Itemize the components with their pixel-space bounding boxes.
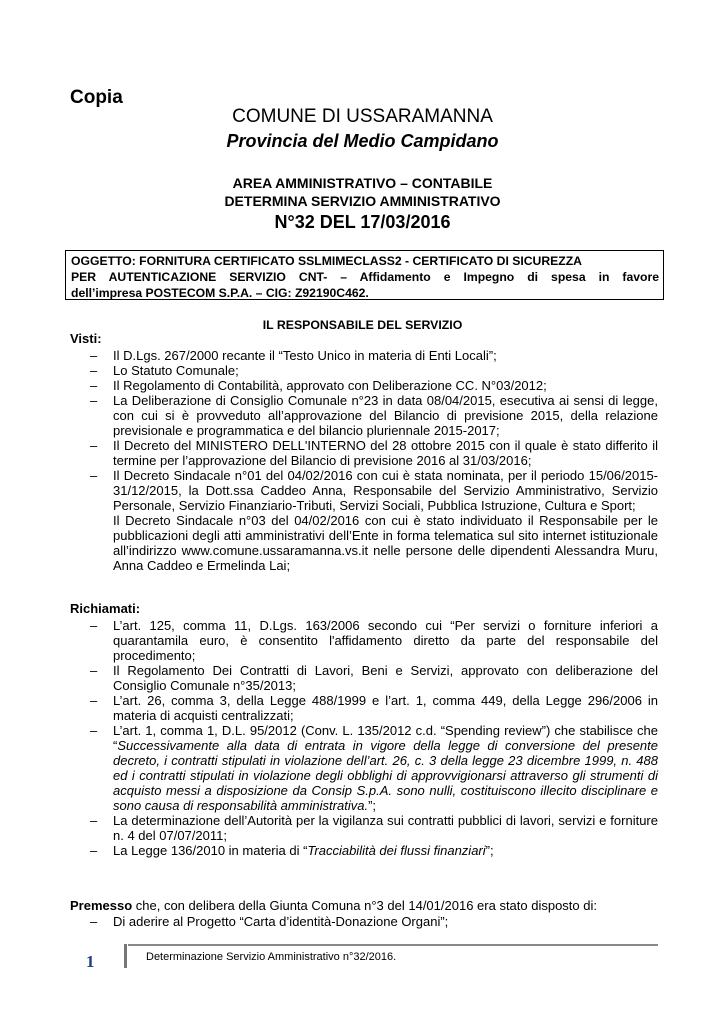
copy-label: Copia [70, 87, 123, 108]
visti-list [90, 348, 658, 573]
premesso-paragraph: Premesso che, con delibera della Giunta Comuna n°3 del 14/01/2016 era stato disposto di: [70, 898, 597, 913]
list-item: – Il Regolamento di Contabilità, approvato con Deliberazione CC. N°03/2012; [90, 378, 547, 393]
subject-box [65, 250, 664, 300]
responsible-title: IL RESPONSABILE DEL SERVIZIO [262, 318, 463, 332]
subject-line: dell’impresa POSTECOM S.P.A. – CIG: Z92190C462. [71, 286, 369, 300]
footer-rule [128, 944, 658, 946]
visti-heading: Visti: [70, 331, 102, 346]
richiamati-list [90, 618, 658, 858]
list-item: – Il Decreto del MINISTERO DELL'INTERNO del 28 ottobre 2015 con il quale è stato differito il termine per l’approvazione del Bilancio di previsione 2016 al 31/03/2016; [90, 438, 658, 468]
richiamati-heading: Richiamati: [70, 601, 141, 616]
service-title: DETERMINA SERVIZIO AMMINISTRATIVO [224, 193, 501, 209]
dash-bullet: – [90, 663, 98, 678]
quoted-law-text: Successivamente alla data di entrata in vigore della legge di conversione del presente decreto, i contratti stipulati in violazione dell’art. 26, c. 3 della legge 23 dicembre 1999, n. 488 ed i contratti stipulati in violazione degli obblighi di approvvigionarsi attraverso gli strumenti di acquisto messi a disposizione da Consip S.p.A. sono nulli, costituiscono illecito disciplinare e sono causa di responsabilità amministrativa. [113, 738, 658, 813]
dash-bullet: – [90, 813, 98, 828]
dash-bullet: – [90, 914, 98, 929]
dash-bullet: – [90, 348, 98, 363]
dash-bullet: – [90, 393, 98, 408]
list-item: Il Decreto Sindacale n°03 del 04/02/2016 con cui è stato individuato il Responsabile per le pubblicazioni degli atti amministrativi dell’Ente in forma telematica sul sito internet istituzionale all’indirizzo www.comune.ussaramanna.vs.it nelle persone delle dipendenti Alessandra Muru, Anna Caddeo e Ermelinda Lai; [113, 513, 658, 573]
dash-bullet: – [90, 723, 98, 738]
determination-number: N°32 DEL 17/03/2016 [274, 212, 451, 232]
footer-divider [124, 944, 127, 968]
list-item: – Di aderire al Progetto “Carta d’identità-Donazione Organi”; [90, 914, 449, 929]
subject-line: PER AUTENTICAZIONE SERVIZIO CNT- – Affidamento e Impegno di spesa in favore [71, 270, 659, 284]
province-name: Provincia del Medio Campidano [226, 131, 499, 151]
list-item: – Lo Statuto Comunale; [90, 363, 239, 378]
list-item: – L’art. 1, comma 1, D.L. 95/2012 (Conv. L. 135/2012 c.d. “Spending review”) che stabilisce che “Successivamente alla data di entrata in vigore della legge di conversione del presente decreto, i contratti stipulati in violazione dell’art. 26, c. 3 della legge 23 dicembre 1999, n. 488 ed i contratti stipulati in violazione degli obblighi di approvvigionarsi attraverso gli strumenti di acquisto messi a disposizione da Consip S.p.A. sono nulli, costituiscono illecito disciplinare e sono causa di responsabilità amministrativa.”; [90, 723, 658, 813]
list-item: – Il D.Lgs. 267/2000 recante il “Testo Unico in materia di Enti Locali”; [90, 348, 497, 363]
subject-line: OGGETTO: FORNITURA CERTIFICATO SSLMIMECLASS2 - CERTIFICATO DI SICUREZZA [71, 254, 582, 268]
list-item: – Il Decreto Sindacale n°01 del 04/02/2016 con cui è stata nominata, per il periodo 15/06/2015-31/12/2015, la Dott.ssa Caddeo Anna, Responsabile del Servizio Amministrativo, Servizio Personale, Servizio Finanziario-Tributi, Servizi Sociali, Pubblica Istruzione, Cultura e Sport; [90, 468, 658, 513]
dash-bullet: – [90, 693, 98, 708]
dash-bullet: – [90, 438, 98, 453]
list-item: – La Legge 136/2010 in materia di “Tracciabilità dei flussi finanziari”; [90, 843, 494, 858]
footer-text: Determinazione Servizio Amministrativo n°32/2016. [146, 951, 397, 963]
dash-bullet: – [90, 618, 98, 633]
dash-bullet: – [90, 363, 98, 378]
list-item: – L’art. 125, comma 11, D.Lgs. 163/2006 secondo cui “Per servizi o forniture inferiori a quarantamila euro, è consentito l'affidamento diretto da parte del responsabile del procedimento; [90, 618, 658, 663]
dash-bullet: – [90, 843, 98, 858]
premesso-label: Premesso [70, 898, 133, 913]
municipality-name: COMUNE DI USSARAMANNA [232, 106, 493, 127]
list-item: – La Deliberazione di Consiglio Comunale n°23 in data 08/04/2015, esecutiva ai sensi di legge, con cui si è provveduto all’approvazione del Bilancio di previsione 2015, della relazione previsionale e programmatica e del bilancio pluriennale 2015-2017; [90, 393, 658, 438]
page-number: 1 [86, 952, 95, 971]
dash-bullet: – [90, 468, 98, 483]
premesso-list [90, 914, 658, 929]
list-item: – L’art. 26, comma 3, della Legge 488/1999 e l’art. 1, comma 449, della Legge 296/2006 in materia di acquisti centralizzati; [90, 693, 658, 723]
area-title: AREA AMMINISTRATIVO – CONTABILE [232, 175, 493, 191]
dash-bullet: – [90, 378, 98, 393]
list-item: – Il Regolamento Dei Contratti di Lavori, Beni e Servizi, approvato con deliberazione del Consiglio Comunale n°35/2013; [90, 663, 658, 693]
list-item: – La determinazione dell’Autorità per la vigilanza sui contratti pubblici di lavori, servizi e forniture n. 4 del 07/07/2011; [90, 813, 658, 843]
